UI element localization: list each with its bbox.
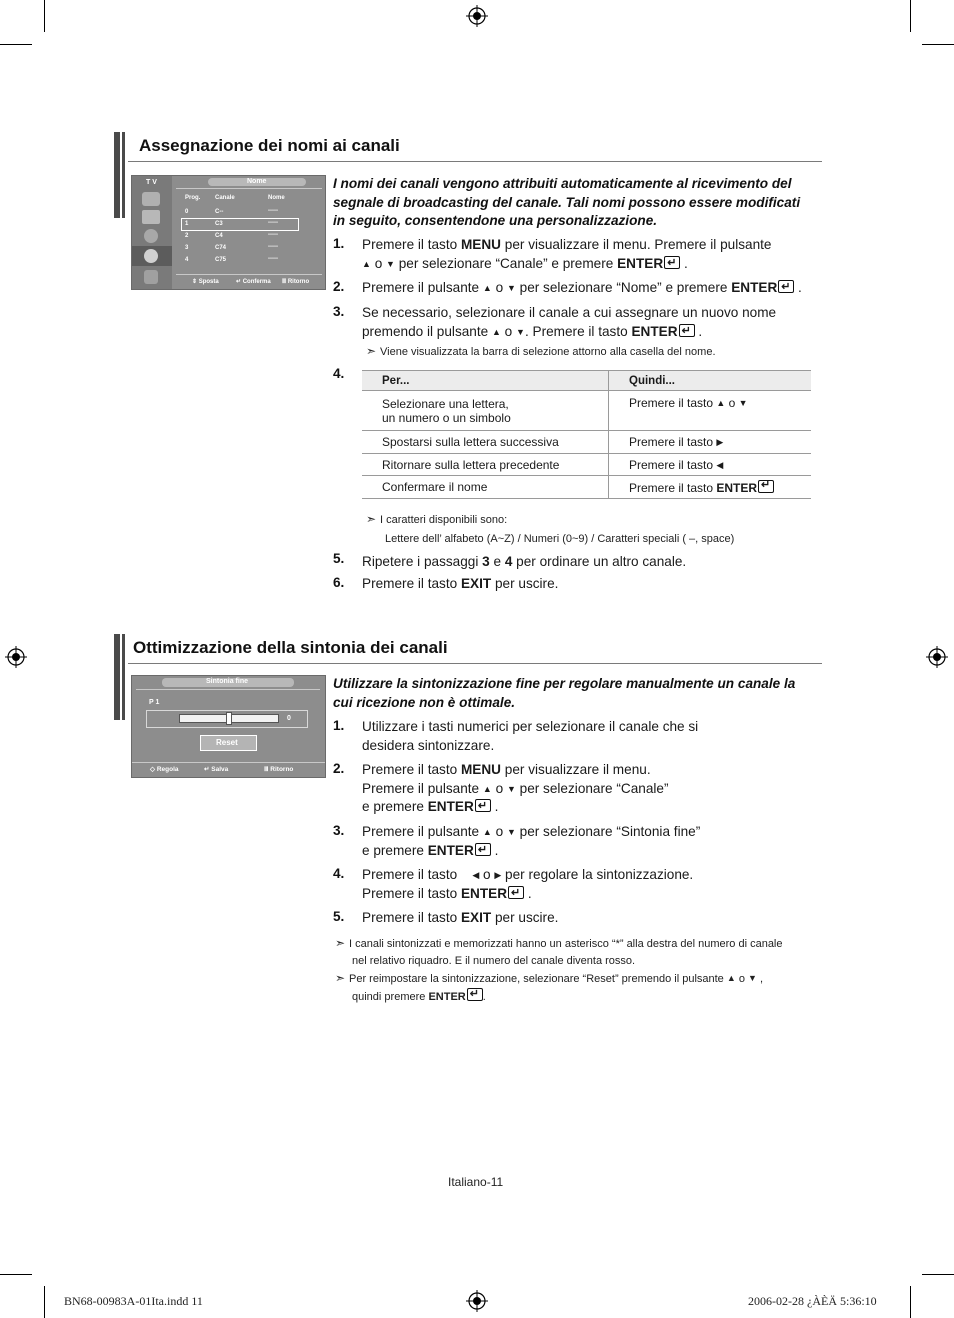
step-text: Premere il tasto ◀ o ▶ per regolare la sintonizzazione. Premere il tasto ENTER↵ . [362, 866, 822, 903]
step-number: 3. [333, 823, 345, 838]
step-text: Utilizzare i tasti numerici per selezionare il canale che si desidera sintonizzare. [362, 719, 699, 753]
file-slug: BN68-00983A-01Ita.indd 11 [64, 1294, 203, 1308]
table-header: Per... [362, 371, 609, 391]
table-row [362, 476, 811, 499]
step-number: 3. [333, 304, 345, 319]
registration-mark-icon [926, 646, 948, 668]
enter-icon [475, 799, 491, 812]
tv-row-nome: ----- [268, 208, 278, 214]
tv-finetune-value: 0 [287, 715, 291, 722]
tv-footer-rule [132, 762, 325, 763]
section-rule [128, 663, 822, 664]
tv-reset-label: Reset [216, 738, 238, 747]
note: ➣ Per reimpostare la sintonizzazione, selezionare “Reset” premendo il pulsante ▲ o ▼ , quindi premere ENTER↵ . [335, 970, 835, 1006]
table-cell: Selezionare una lettera, un numero o un simbolo [362, 391, 609, 431]
section-bar [122, 634, 125, 720]
step-text: Premere il tasto MENU per visualizzare il menu. Premere il pulsante ▲ o ▼ per selezionare “Canale” e premere ENTER↵ . [362, 236, 822, 273]
note: ➣ I caratteri disponibili sono: Lettere dell’ alfabeto (A~Z) / Numeri (0~9) / Caratteri speciali ( –, space) [366, 512, 735, 545]
registration-mark-icon [466, 5, 488, 27]
tv-row-canale: C75 [215, 257, 227, 263]
tv-icon-channel-dish [144, 249, 158, 263]
step-text: Premere il pulsante ▲ o ▼ per selezionare “Nome” e premere ENTER↵ . [362, 279, 832, 298]
tv-row-canale: C4 [215, 233, 223, 239]
step-number: 6. [333, 575, 345, 590]
registration-mark-icon [466, 1290, 488, 1312]
tv-col-canale: Canale [215, 195, 235, 201]
tv-footer-conferma: ↵ Conferma [236, 279, 271, 285]
enter-icon [679, 324, 695, 337]
tv-row-nome: ----- [268, 244, 278, 250]
table-row [362, 431, 811, 454]
crop-mark [910, 0, 911, 32]
tv-row-canale: C-- [215, 209, 224, 215]
crop-mark [910, 1286, 911, 1318]
tv-icon-picture [142, 210, 160, 224]
section-rule [128, 161, 822, 162]
step-text: Premere il tasto MENU per visualizzare il menu. Premere il pulsante ▲ o ▼ per selezionare “Canale” e premere ENTER↵ . [362, 761, 822, 817]
tv-row-canale: C74 [215, 245, 227, 251]
section-bar [122, 132, 125, 218]
table-cell: Ritornare sulla lettera precedente [362, 454, 609, 476]
step-text: Se necessario, selezionare il canale a cui assegnare un nuovo nome premendo il pulsante ▲ o ▼. Premere il tasto ENTER↵ . [362, 304, 822, 341]
enter-icon [475, 843, 491, 856]
tv-header-rule [136, 689, 320, 690]
table-cell: Premere il tasto ▶ [609, 431, 812, 454]
step-number: 5. [333, 909, 345, 924]
enter-icon [664, 256, 680, 269]
crop-mark [922, 44, 954, 45]
table-row [362, 391, 811, 431]
tv-icon-setup [144, 270, 158, 284]
tv-icon-sound [144, 229, 158, 243]
note-arrow-icon: ➣ [335, 936, 346, 950]
character-table [362, 370, 811, 499]
note: ➣ I canali sintonizzati e memorizzati hanno un asterisco “*” alla destra del numero di canale nel relativo riquadro. E il numero del canale diventa rosso. [335, 936, 783, 967]
tv-footer-ritorno: Ⅲ Ritorno [264, 766, 294, 773]
tv-footer-regola: ◇ Regola [150, 766, 179, 773]
section-title: Assegnazione dei nomi ai canali [139, 136, 400, 155]
tv-col-prog: Prog. [185, 195, 201, 201]
section-intro: Utilizzare la sintonizzazione fine per regolare manualmente un canale la cui ricezione non è ottimale. [333, 676, 796, 710]
enter-icon [778, 280, 794, 293]
table-cell: Spostarsi sulla lettera successiva [362, 431, 609, 454]
table-cell: Premere il tasto ▲ o ▼ [609, 391, 812, 431]
enter-icon [467, 988, 483, 1001]
step-number: 4. [333, 866, 345, 881]
registration-mark-icon [5, 646, 27, 668]
tv-finetune-screen [131, 675, 326, 778]
tv-icon-input [142, 192, 160, 206]
section-bar [114, 132, 120, 218]
tv-row-nome: ----- [268, 232, 278, 238]
crop-mark [44, 0, 45, 32]
tv-footer-ritorno: Ⅲ Ritorno [282, 279, 310, 285]
tv-row-prog: 1 [185, 221, 189, 227]
enter-icon [758, 480, 774, 493]
crop-mark [0, 44, 32, 45]
step-text: Premere il tasto EXIT per uscire. [362, 910, 559, 925]
table-cell: Premere il tasto ENTER↵ [609, 476, 812, 499]
crop-mark [0, 1274, 32, 1275]
tv-footer-salva: ↵ Salva [204, 766, 229, 773]
tv-row-nome: ----- [268, 256, 278, 262]
tv-row-prog: 4 [185, 257, 189, 263]
tv-tab-label: Nome [247, 178, 267, 185]
tv-header-label: T V [146, 179, 157, 186]
tv-selection-box [181, 218, 299, 231]
step-number: 5. [333, 551, 345, 566]
section-intro: I nomi dei canali vengono attribuiti automaticamente al ricevimento del segnale di broadcasting del canale. Tali nomi possono essere modificati in seguito, consentendone una personalizzazione. [333, 176, 801, 228]
tv-menu-screen [131, 175, 326, 290]
table-header: Quindi... [609, 371, 812, 391]
note-arrow-icon: ➣ [366, 344, 377, 358]
table-row [362, 454, 811, 476]
tv-row-prog: 3 [185, 245, 189, 251]
page-number: Italiano-11 [448, 1175, 504, 1189]
note: ➣ Viene visualizzata la barra di selezione attorno alla casella del nome. [366, 344, 716, 358]
table-cell: Confermare il nome [362, 476, 609, 499]
tv-row-nome: ----- [268, 220, 278, 226]
enter-icon [508, 886, 524, 899]
tv-row-canale: C3 [215, 221, 223, 227]
step-number: 1. [333, 718, 345, 733]
tv-header-rule [176, 188, 322, 189]
tv-finetune-thumb [226, 712, 232, 725]
crop-mark [44, 1286, 45, 1318]
crop-mark [922, 1274, 954, 1275]
date-slug: 2006-02-28 ¿ÀÈÄ 5:36:10 [748, 1294, 877, 1308]
tv-program-label: P 1 [149, 699, 160, 706]
tv-footer-rule [176, 274, 322, 275]
tv-tab-label: Sintonia fine [206, 678, 248, 685]
step-number: 4. [333, 366, 345, 381]
step-text: Premere il pulsante ▲ o ▼ per selezionare “Sintonia fine” e premere ENTER↵ . [362, 823, 822, 860]
step-text: Ripetere i passaggi 3 e 4 per ordinare un altro canale. [362, 554, 687, 569]
tv-row-prog: 0 [185, 209, 189, 215]
section-bar [114, 634, 120, 720]
note-arrow-icon: ➣ [366, 512, 377, 526]
table-cell: Premere il tasto ◀ [609, 454, 812, 476]
step-number: 1. [333, 236, 345, 251]
step-number: 2. [333, 761, 345, 776]
tv-col-nome: Nome [268, 195, 285, 201]
note-arrow-icon: ➣ [335, 971, 346, 985]
step-text: Premere il tasto EXIT per uscire. [362, 576, 559, 591]
section-title: Ottimizzazione della sintonia dei canali [133, 638, 448, 657]
step-number: 2. [333, 279, 345, 294]
tv-footer-sposta: ⇕ Sposta [192, 279, 219, 285]
tv-row-prog: 2 [185, 233, 189, 239]
